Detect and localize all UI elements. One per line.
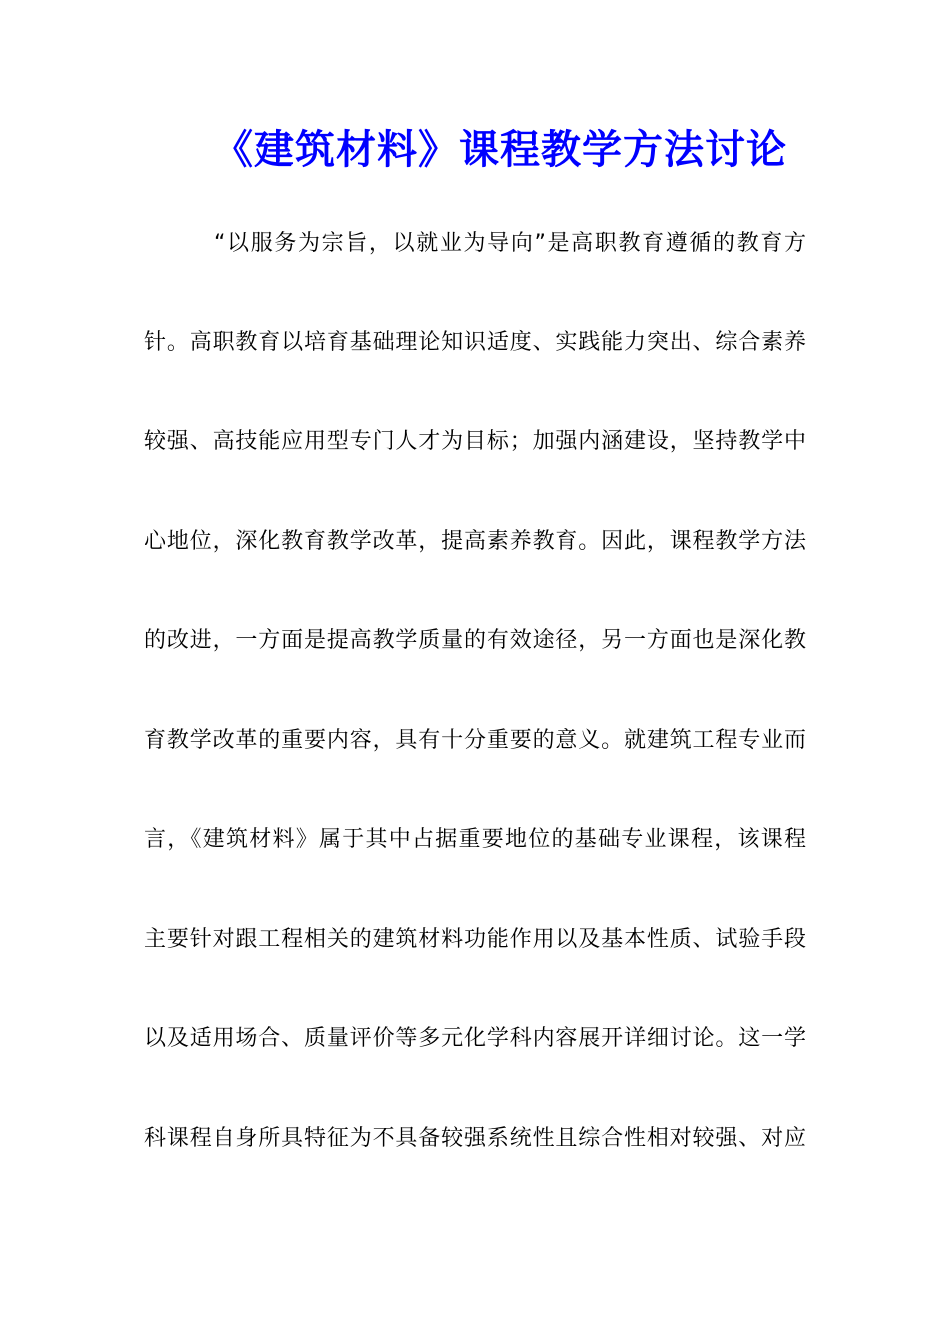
paragraph-line: 较强、高技能应用型专门人才为目标；加强内涵建设，坚持教学中: [144, 429, 806, 454]
paragraph-line: 心地位，深化教育教学改革，提高素养教育。因此，课程教学方法: [144, 529, 806, 554]
paragraph-line: 针。高职教育以培育基础理论知识适度、实践能力突出、综合素养: [144, 330, 806, 355]
paragraph-line: 主要针对跟工程相关的建筑材料功能作用以及基本性质、试验手段: [144, 927, 806, 952]
paragraph-line: 的改进，一方面是提高教学质量的有效途径，另一方面也是深化教: [144, 628, 806, 653]
paragraph-line: 以及适用场合、质量评价等多元化学科内容展开详细讨论。这一学: [144, 1026, 806, 1051]
paragraph-line: 育教学改革的重要内容，具有十分重要的意义。就建筑工程专业而: [144, 728, 806, 753]
paragraph-line: “以服务为宗旨，以就业为导向”是高职教育遵循的教育方: [214, 231, 806, 256]
page-title: 《建筑材料》课程教学方法讨论: [213, 126, 787, 173]
paragraph-line: 科课程自身所具特征为不具备较强系统性且综合性相对较强、对应: [144, 1126, 806, 1151]
paragraph-line: 言，《建筑材料》属于其中占据重要地位的基础专业课程，该课程: [144, 827, 806, 852]
